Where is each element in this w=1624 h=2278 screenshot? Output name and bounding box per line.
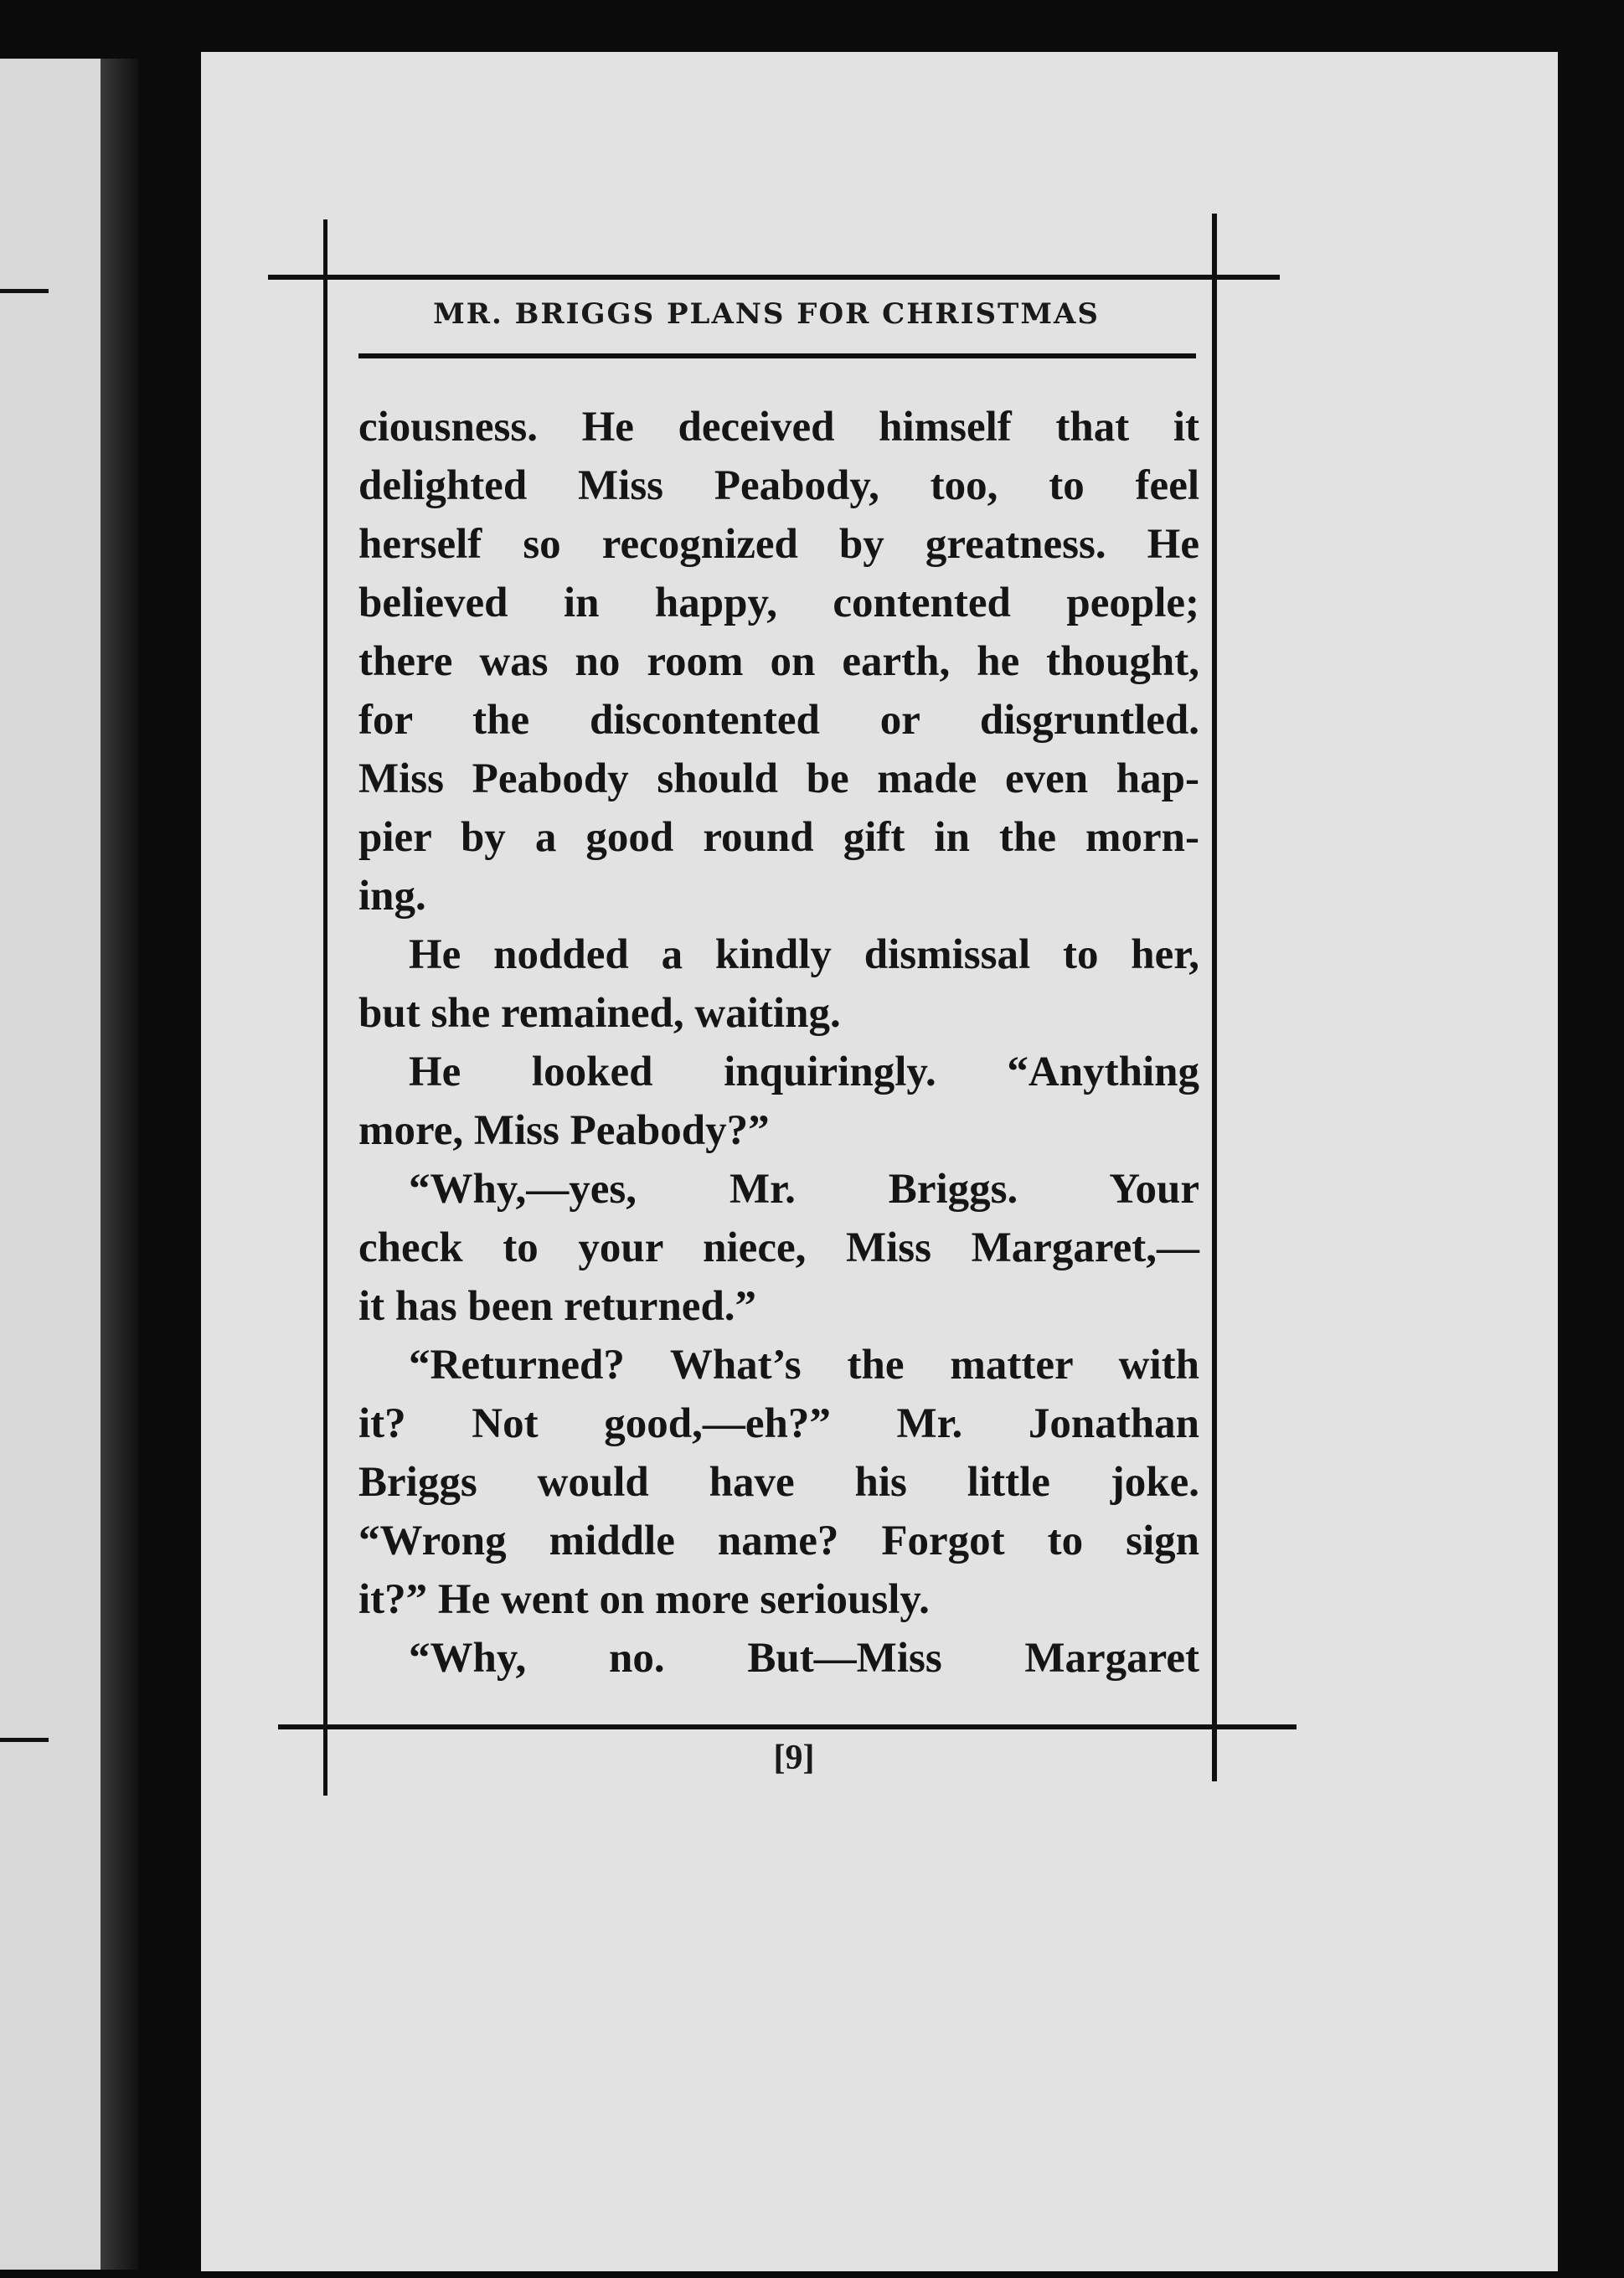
frame-rule-right — [1212, 214, 1217, 1781]
frame-rule-bottom — [278, 1724, 1297, 1729]
page-number: [9] — [773, 1739, 815, 1777]
book-spine-shadow — [101, 59, 138, 2270]
text-line: it?” He went on more seriously. — [358, 1576, 930, 1623]
text-line: ciousness. He deceived himself that it — [358, 404, 1199, 451]
text-line: more, Miss Peabody?” — [358, 1107, 770, 1154]
text-line: He looked inquiringly. “Anything — [409, 1049, 1199, 1095]
header-underline — [358, 353, 1196, 358]
text-line: “Returned? What’s the matter with — [409, 1342, 1199, 1389]
text-line: it has been returned.” — [358, 1283, 757, 1330]
facing-page — [0, 59, 138, 2270]
text-line: delighted Miss Peabody, too, to feel — [358, 462, 1199, 509]
text-line: He nodded a kindly dismissal to her, — [409, 931, 1199, 978]
running-head: MR. BRIGGS PLANS FOR CHRISTMAS — [433, 297, 1100, 331]
text-line: but she remained, waiting. — [358, 990, 841, 1037]
text-line: check to your niece, Miss Margaret,— — [358, 1224, 1199, 1271]
text-line: it? Not good,—eh?” Mr. Jonathan — [358, 1400, 1199, 1447]
text-line: “Why, no. But—Miss Margaret — [409, 1635, 1199, 1682]
text-line: “Wrong middle name? Forgot to sign — [358, 1518, 1199, 1564]
text-line: there was no room on earth, he thought, — [358, 638, 1199, 685]
frame-rule-left — [323, 219, 327, 1796]
text-line: Briggs would have his little joke. — [358, 1459, 1199, 1506]
text-line: believed in happy, contented people; — [358, 580, 1199, 626]
body-text — [358, 398, 1199, 1688]
text-line: “Why,—yes, Mr. Briggs. Your — [409, 1166, 1199, 1213]
facing-page-rule-bottom — [0, 1738, 49, 1742]
frame-rule-top — [268, 275, 1280, 280]
text-line: Miss Peabody should be made even hap- — [358, 755, 1199, 802]
text-line: for the discontented or disgruntled. — [358, 697, 1199, 744]
text-line: ing. — [358, 873, 426, 920]
text-line: herself so recognized by greatness. He — [358, 521, 1199, 568]
text-line: pier by a good round gift in the morn- — [358, 814, 1199, 861]
facing-page-rule-top — [0, 289, 49, 293]
